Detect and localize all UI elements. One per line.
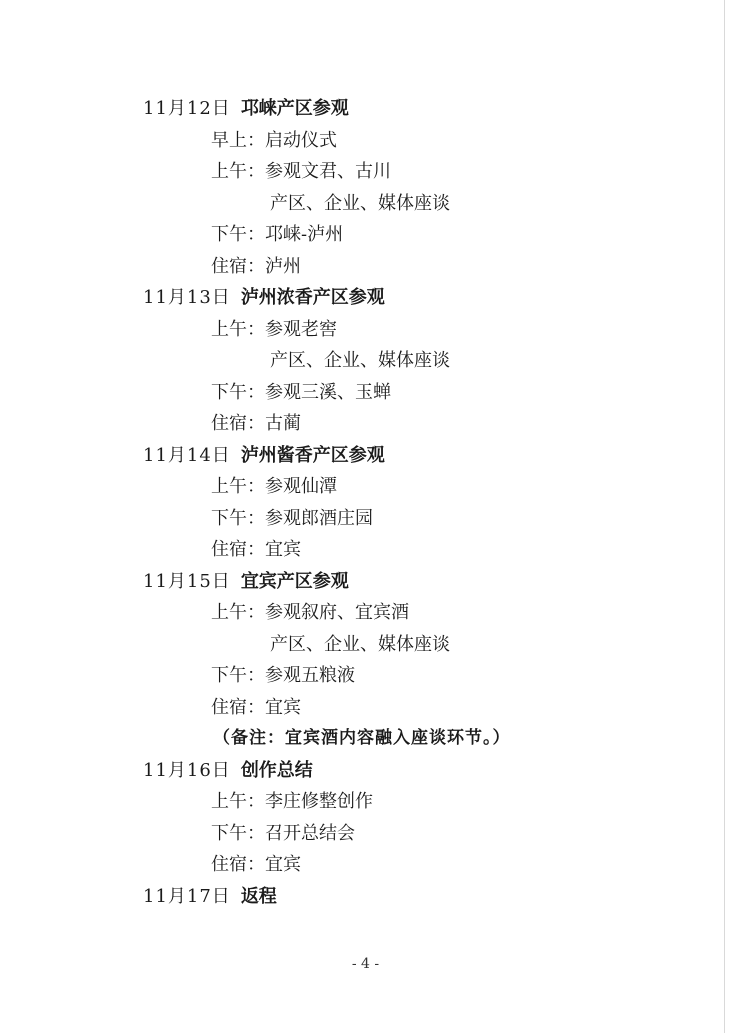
day-heading	[0, 93, 731, 125]
schedule-note: （备注：宜宾酒内容融入座谈环节。）	[213, 728, 511, 748]
day-title: 宜宾产区参观	[240, 570, 349, 592]
schedule-item: 住宿：宜宾	[211, 539, 301, 560]
day-heading	[0, 566, 731, 598]
day-date: 11月17日	[143, 885, 231, 907]
schedule-item: 下午：邛崃-泸州	[211, 224, 344, 245]
day-title: 创作总结	[240, 759, 313, 781]
day-date: 11月14日	[143, 444, 231, 466]
day-date: 11月13日	[143, 287, 231, 308]
day-heading	[0, 440, 731, 472]
day-title: 邛崃产区参观	[240, 98, 349, 119]
schedule-item: 上午：参观叙府、宜宾酒	[211, 602, 409, 623]
schedule-item: 住宿：宜宾	[211, 854, 301, 875]
schedule-item: 下午：参观三溪、玉蝉	[211, 381, 391, 403]
schedule-item-continuation: 产区、企业、媒体座谈	[270, 633, 450, 655]
schedule-item: 上午：参观仙潭	[211, 476, 337, 497]
day-heading	[0, 755, 731, 787]
schedule-item: 住宿：宜宾	[211, 696, 301, 718]
day-title: 泸州酱香产区参观	[240, 444, 385, 466]
schedule-item-continuation: 产区、企业、媒体座谈	[270, 350, 450, 371]
day-date: 11月16日	[143, 759, 231, 781]
schedule-item: 住宿：古蔺	[211, 413, 301, 434]
schedule-item: 早上：启动仪式	[211, 129, 337, 151]
schedule	[0, 93, 731, 912]
day-date: 11月12日	[143, 98, 231, 119]
schedule-item: 上午：李庄修整创作	[211, 791, 373, 812]
schedule-item: 下午：召开总结会	[211, 822, 355, 844]
day-heading	[0, 881, 731, 913]
day-date: 11月15日	[143, 570, 231, 592]
schedule-item-continuation: 产区、企业、媒体座谈	[270, 192, 450, 214]
day-heading	[0, 282, 731, 314]
page-number: - 4 -	[351, 956, 380, 972]
schedule-item: 住宿：泸州	[211, 255, 301, 277]
schedule-item: 下午：参观五粮液	[211, 665, 355, 686]
schedule-item: 上午：参观文君、古川	[211, 161, 391, 182]
day-title: 泸州浓香产区参观	[240, 287, 385, 308]
day-title: 返程	[240, 885, 277, 907]
schedule-item: 下午：参观郎酒庄园	[211, 507, 373, 529]
schedule-item: 上午：参观老窖	[211, 318, 337, 340]
